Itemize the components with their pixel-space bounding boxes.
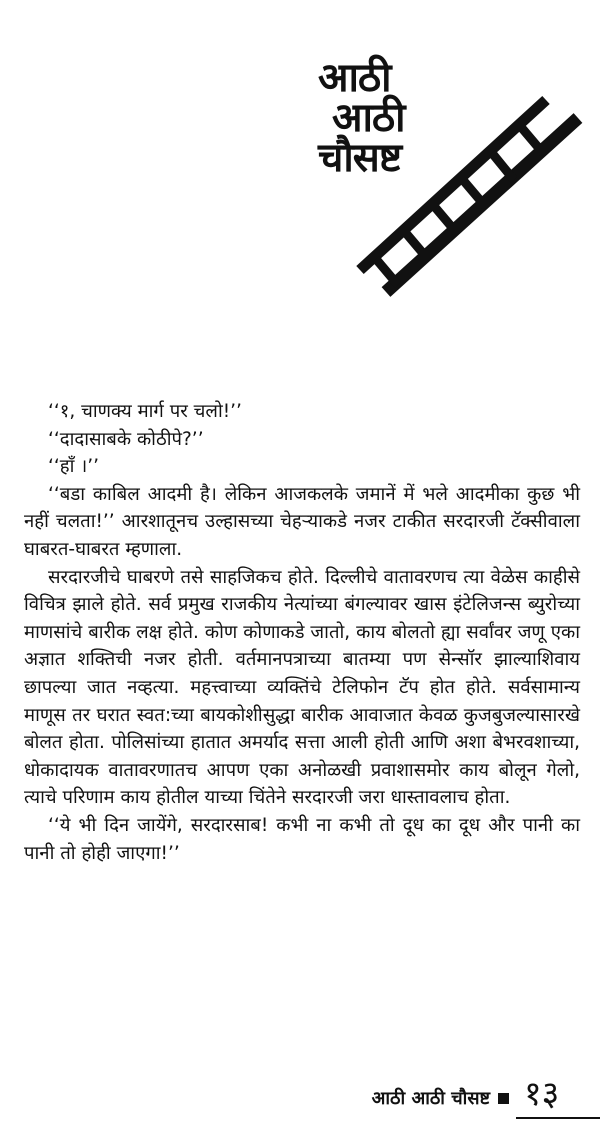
page-number: १३ — [524, 1074, 560, 1114]
story-text — [24, 398, 580, 867]
chapter-title — [318, 55, 453, 181]
square-bullet-icon — [498, 1093, 509, 1104]
paragraph: ‘‘१, चाणक्य मार्ग पर चलो!’’ — [48, 401, 242, 422]
footer-book-title: आठी आठी चौसष्ट — [371, 1088, 490, 1109]
paragraph: ‘‘हाँ ।’’ — [48, 456, 100, 478]
chapter-title-line-3: चौसष्ट — [318, 135, 402, 181]
paragraph: सरदारजीचे घाबरणे तसे साहजिकच होते. दिल्लीचे वातावरणच त्या वेळेस काहीसे विचित्र झाले होते. सर्व प्रमुख राजकीय नेत्यांच्या बंगल्यावर खास इंटेलिजन्स ब्युरोच्या माणसांचे बारीक लक्ष होते. कोण कोणाकडे जातो, काय बोलतो ह्या सर्वांवर जणू एका अज्ञात शक्तिची नजर होती. वर्तमानपत्राच्या बातम्या पण सेन्सॉर झाल्याशिवाय छापल्या जात नव्हत्या. महत्त्वाच्या व्यक्तिंचे टेलिफोन टॅप होत होते. सर्वसामान्य माणूस तर घरात स्वत:च्या बायकोशीसुद्धा बारीक आवाजात केवळ कुजबुजल्यासारखे बोलत होता. पोलिसांच्या हातात अमर्याद सत्ता आली होती आणि अशा बेभरवशाच्या, धोकादायक वातावरणातच आपण एका अनोळखी प्रवाशासमोर काय बोलून गेलो, त्याचे परिणाम काय होतील याच्या चिंतेने सरदारजी जरा धास्तावलाच होता. — [24, 566, 580, 809]
paragraph: ‘‘बडा काबिल आदमी है। लेकिन आजकलके जमानें में भले आदमीका कुछ भी नहीं चलता!’’ आरशातूनच उल्हासच्या चेहऱ्याकडे नजर टाकीत सरदारजी टॅक्सीवाला घाबरत-घाबरत म्हणाला. — [24, 483, 580, 560]
paragraph: ‘‘दादासाबके कोठीपे?’’ — [48, 428, 204, 450]
page-number-rule — [516, 1117, 600, 1119]
page-footer — [0, 1076, 600, 1126]
chapter-title-line-2: आठी — [332, 95, 405, 141]
paragraph: ‘‘ये भी दिन जायेंगे, सरदारसाब! कभी ना कभी तो दूध का दूध और पानी का पानी तो होही जाएगा!’’ — [24, 814, 580, 864]
chapter-title-line-1: आठी — [318, 55, 391, 101]
